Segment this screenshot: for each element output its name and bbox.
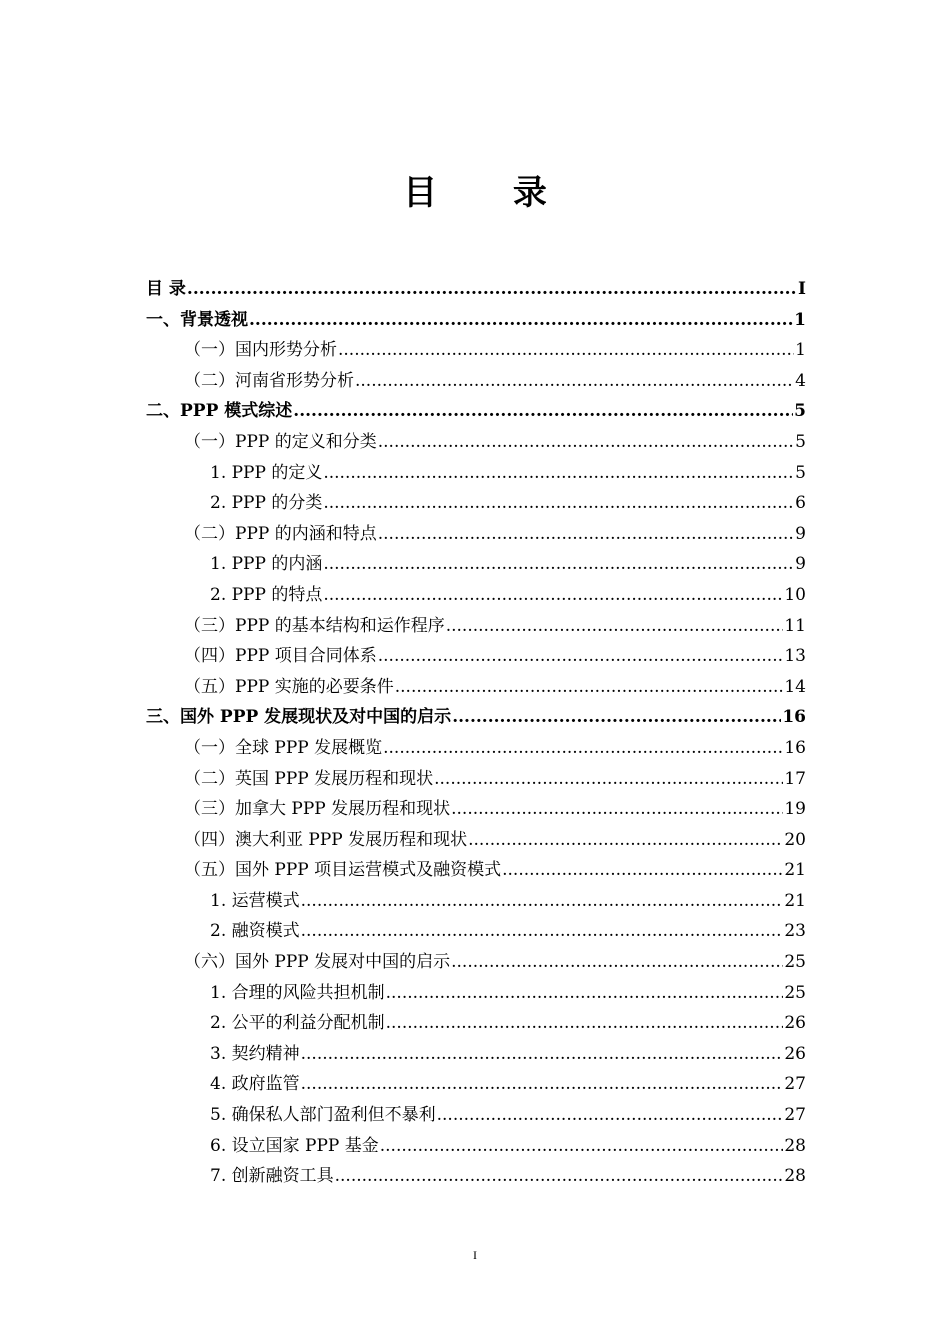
toc-entry-label: （四）澳大利亚 PPP 发展历程和现状 [184, 829, 468, 850]
toc-entry-page-number: 20 [784, 829, 806, 850]
toc-dot-leader [434, 764, 783, 795]
toc-dot-leader [452, 702, 781, 733]
toc-entry-label: （二）PPP 的内涵和特点 [184, 523, 377, 544]
toc-entry[interactable] [146, 274, 806, 305]
toc-entry[interactable] [146, 335, 806, 366]
toc-entry-page-number: 25 [784, 982, 806, 1003]
toc-entry-page-number: 21 [784, 890, 806, 911]
toc-entry-page-number: 19 [784, 799, 806, 820]
toc-entry-page-number: 5 [794, 401, 806, 422]
toc-entry[interactable] [146, 488, 806, 519]
toc-entry-page-number: 9 [795, 554, 806, 575]
toc-entry-label: 1. 合理的风险共担机制 [210, 982, 385, 1003]
toc-dot-leader [386, 1008, 784, 1039]
toc-dot-leader [355, 366, 794, 397]
toc-dot-leader [502, 855, 783, 886]
toc-entry[interactable] [146, 641, 806, 672]
toc-entry-page-number: 10 [784, 584, 806, 605]
toc-entry-label: 1. PPP 的定义 [210, 462, 323, 483]
toc-entry-page-number: 5 [795, 431, 806, 452]
toc-entry[interactable] [146, 549, 806, 580]
toc-entry-page-number: 1 [794, 309, 806, 330]
toc-entry-page-number: 27 [784, 1074, 806, 1095]
toc-dot-leader [323, 580, 783, 611]
toc-entry-label: 2. PPP 的特点 [210, 584, 323, 605]
toc-entry-label: （一）全球 PPP 发展概览 [184, 737, 383, 758]
toc-dot-leader [386, 978, 784, 1009]
toc-dot-leader [301, 886, 784, 917]
toc-entry-page-number: 16 [784, 737, 806, 758]
toc-entry-label: 二、PPP 模式综述 [146, 401, 293, 422]
toc-entry-label: 三、国外 PPP 发展现状及对中国的启示 [146, 707, 452, 728]
toc-entry-label: 7. 创新融资工具 [210, 1166, 334, 1187]
toc-entry[interactable] [146, 1069, 806, 1100]
toc-dot-leader [187, 274, 797, 305]
toc-entry[interactable] [146, 580, 806, 611]
toc-dot-leader [249, 305, 793, 336]
toc-dot-leader [301, 916, 784, 947]
page-title: 目 录 [403, 172, 579, 213]
toc-entry[interactable] [146, 1100, 806, 1131]
toc-entry-page-number: 1 [795, 340, 806, 361]
toc-dot-leader [446, 611, 784, 642]
toc-entry-page-number: 16 [782, 707, 806, 728]
toc-dot-leader [323, 488, 794, 519]
toc-entry-page-number: 25 [784, 952, 806, 973]
toc-entry-label: 3. 契约精神 [210, 1043, 300, 1064]
toc-entry-page-number: 14 [784, 676, 806, 697]
toc-entry-label: 5. 确保私人部门盈利但不暴利 [210, 1105, 436, 1126]
toc-entry-page-number: 26 [784, 1043, 806, 1064]
toc-entry-page-number: 17 [784, 768, 806, 789]
toc-entry[interactable] [146, 611, 806, 642]
toc-dot-leader [383, 733, 783, 764]
toc-dot-leader [378, 427, 794, 458]
toc-entry[interactable] [146, 1161, 806, 1192]
toc-dot-leader [437, 1100, 784, 1131]
toc-dot-leader [293, 396, 793, 427]
toc-entry[interactable] [146, 672, 806, 703]
toc-dot-leader [380, 1131, 784, 1162]
toc-entry[interactable] [146, 702, 806, 733]
toc-dot-leader [378, 519, 794, 550]
toc-entry-page-number: 5 [795, 462, 806, 483]
toc-entry-page-number: 23 [784, 921, 806, 942]
toc-entry[interactable] [146, 305, 806, 336]
page-number-footer: I [473, 1248, 477, 1262]
toc-entry-label: （三）PPP 的基本结构和运作程序 [184, 615, 445, 636]
toc-dot-leader [301, 1069, 784, 1100]
toc-dot-leader [468, 825, 783, 856]
toc-entry-page-number: 26 [784, 1013, 806, 1034]
toc-entry[interactable] [146, 825, 806, 856]
toc-entry-label: （二）英国 PPP 发展历程和现状 [184, 768, 434, 789]
toc-entry[interactable] [146, 396, 806, 427]
toc-dot-leader [335, 1161, 784, 1192]
table-of-contents [146, 274, 806, 1192]
toc-entry-page-number: 9 [795, 523, 806, 544]
toc-entry-label: 一、背景透视 [146, 309, 248, 330]
toc-entry-page-number: 6 [795, 493, 806, 514]
toc-entry-label: 1. 运营模式 [210, 890, 300, 911]
toc-entry-label: 1. PPP 的内涵 [210, 554, 323, 575]
toc-entry[interactable] [146, 519, 806, 550]
toc-entry-label: （五）PPP 实施的必要条件 [184, 676, 394, 697]
toc-dot-leader [378, 641, 784, 672]
toc-dot-leader [451, 794, 783, 825]
toc-entry-page-number: I [798, 279, 806, 299]
toc-entry-label: 2. 公平的利益分配机制 [210, 1013, 385, 1034]
toc-entry-label: （三）加拿大 PPP 发展历程和现状 [184, 799, 451, 820]
toc-entry-label: （五）国外 PPP 项目运营模式及融资模式 [184, 860, 502, 881]
toc-entry-page-number: 11 [784, 615, 806, 636]
toc-dot-leader [323, 458, 794, 489]
toc-entry[interactable] [146, 978, 806, 1009]
toc-dot-leader [451, 947, 783, 978]
toc-entry[interactable] [146, 733, 806, 764]
toc-entry[interactable] [146, 1131, 806, 1162]
toc-entry-page-number: 28 [784, 1135, 806, 1156]
toc-entry-label: 4. 政府监管 [210, 1074, 300, 1095]
toc-entry-label: （六）国外 PPP 发展对中国的启示 [184, 952, 451, 973]
toc-dot-leader [338, 335, 794, 366]
toc-dot-leader [301, 1039, 784, 1070]
toc-entry-label: （四）PPP 项目合同体系 [184, 646, 377, 667]
toc-entry-label: 目 录 [146, 279, 186, 299]
toc-entry[interactable] [146, 427, 806, 458]
toc-entry[interactable] [146, 947, 806, 978]
toc-dot-leader [323, 549, 794, 580]
toc-entry-label: 6. 设立国家 PPP 基金 [210, 1135, 379, 1156]
toc-entry-page-number: 4 [795, 370, 806, 391]
toc-entry-page-number: 13 [784, 646, 806, 667]
toc-entry-page-number: 27 [784, 1105, 806, 1126]
toc-entry[interactable] [146, 1039, 806, 1070]
toc-entry-label: 2. PPP 的分类 [210, 493, 323, 514]
toc-dot-leader [395, 672, 784, 703]
toc-entry[interactable] [146, 886, 806, 917]
toc-entry[interactable] [146, 366, 806, 397]
toc-entry[interactable] [146, 1008, 806, 1039]
toc-entry[interactable] [146, 916, 806, 947]
toc-entry-label: 2. 融资模式 [210, 921, 300, 942]
toc-entry-label: （二）河南省形势分析 [184, 370, 354, 391]
toc-entry-page-number: 21 [784, 860, 806, 881]
toc-entry[interactable] [146, 794, 806, 825]
toc-entry-label: （一）国内形势分析 [184, 340, 337, 361]
toc-entry-page-number: 28 [784, 1166, 806, 1187]
toc-entry[interactable] [146, 458, 806, 489]
toc-entry-label: （一）PPP 的定义和分类 [184, 431, 377, 452]
toc-entry[interactable] [146, 764, 806, 795]
toc-entry[interactable] [146, 855, 806, 886]
